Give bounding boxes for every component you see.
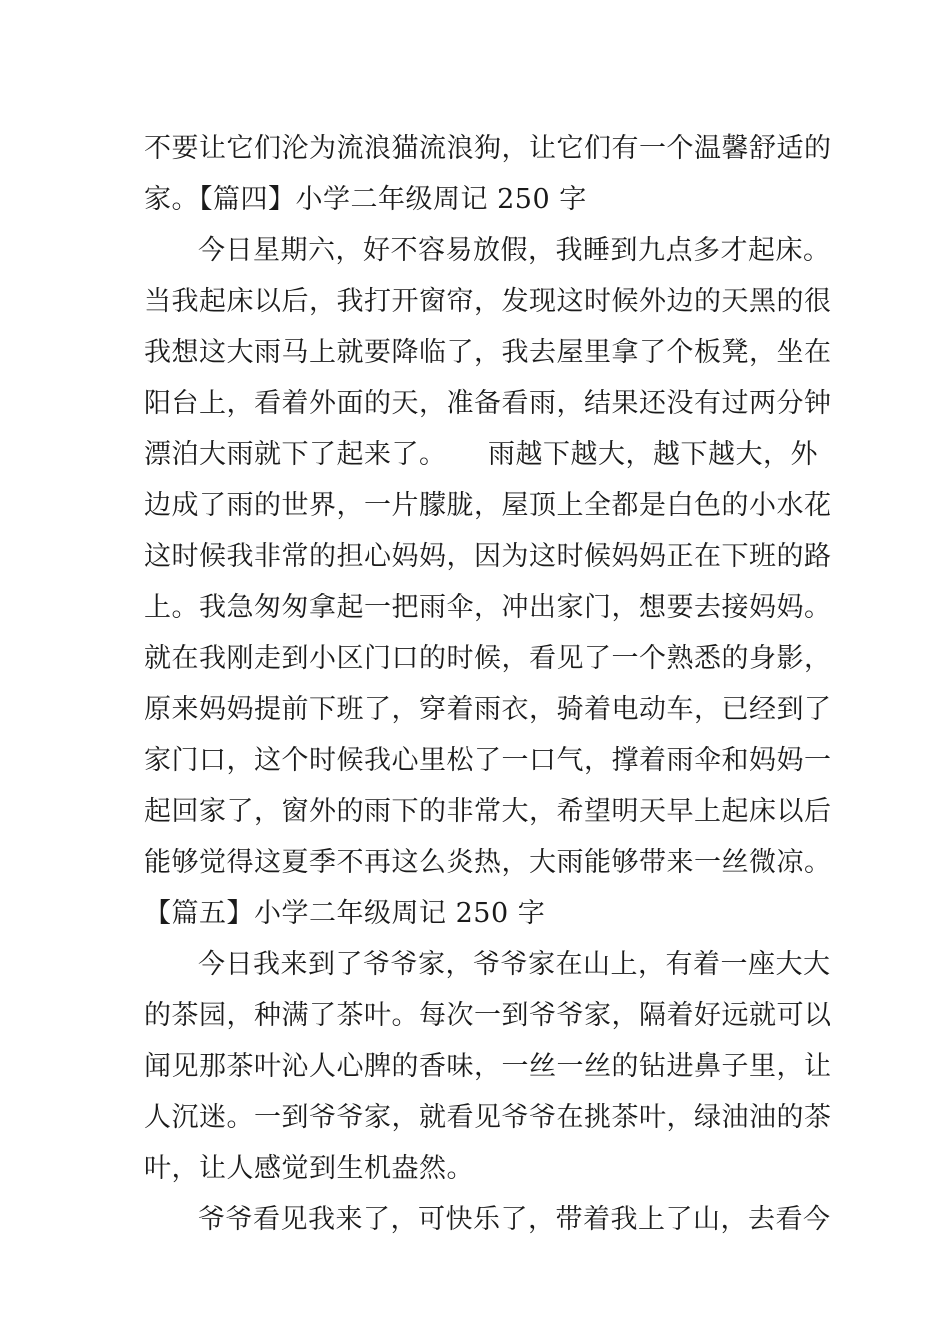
body-line: 人沉迷。一到爷爷家，就看见爷爷在挑茶叶，绿油油的茶 [144, 1102, 832, 1133]
body-line: 上。我急匆匆拿起一把雨伞，冲出家门，想要去接妈妈。 [144, 592, 832, 623]
body-line: 不要让它们沦为流浪猫流浪狗，让它们有一个温馨舒适的 [144, 133, 832, 164]
paragraph-start-line: 今日星期六，好不容易放假，我睡到九点多才起床。 [198, 235, 831, 266]
body-line: 边成了雨的世界，一片朦胧，屋顶上全都是白色的小水花 [144, 490, 832, 521]
body-line: 当我起床以后，我打开窗帘，发现这时候外边的天黑的很 [144, 286, 832, 317]
body-line: 起回家了，窗外的雨下的非常大，希望明天早上起床以后 [144, 796, 832, 827]
body-line: 闻见那茶叶沁人心脾的香味，一丝一丝的钻进鼻子里，让 [144, 1051, 832, 1082]
body-line: 家。【篇四】小学二年级周记 250 字 [144, 184, 587, 215]
body-line: 漂泊大雨就下了起来了。 雨越下越大，越下越大，外 [144, 439, 818, 470]
body-line: 家门口，这个时候我心里松了一口气，撑着雨伞和妈妈一 [144, 745, 832, 776]
body-line: 就在我刚走到小区门口的时候，看见了一个熟悉的身影， [144, 643, 832, 674]
body-line: 叶，让人感觉到生机盎然。 [144, 1153, 474, 1184]
body-line: 的茶园，种满了茶叶。每次一到爷爷家，隔着好远就可以 [144, 1000, 832, 1031]
paragraph-start-line: 爷爷看见我来了，可快乐了，带着我上了山，去看今 [198, 1204, 831, 1235]
body-line: 这时候我非常的担心妈妈，因为这时候妈妈正在下班的路 [144, 541, 832, 572]
body-line: 能够觉得这夏季不再这么炎热，大雨能够带来一丝微凉。 [144, 847, 832, 878]
paragraph-start-line: 今日我来到了爷爷家，爷爷家在山上，有着一座大大 [198, 949, 831, 980]
section-heading: 【篇五】小学二年级周记 250 字 [144, 898, 546, 929]
body-line: 原来妈妈提前下班了，穿着雨衣，骑着电动车，已经到了 [144, 694, 832, 725]
body-line: 阳台上，看着外面的天，准备看雨，结果还没有过两分钟 [144, 388, 832, 419]
body-line: 我想这大雨马上就要降临了，我去屋里拿了个板凳，坐在 [144, 337, 832, 368]
